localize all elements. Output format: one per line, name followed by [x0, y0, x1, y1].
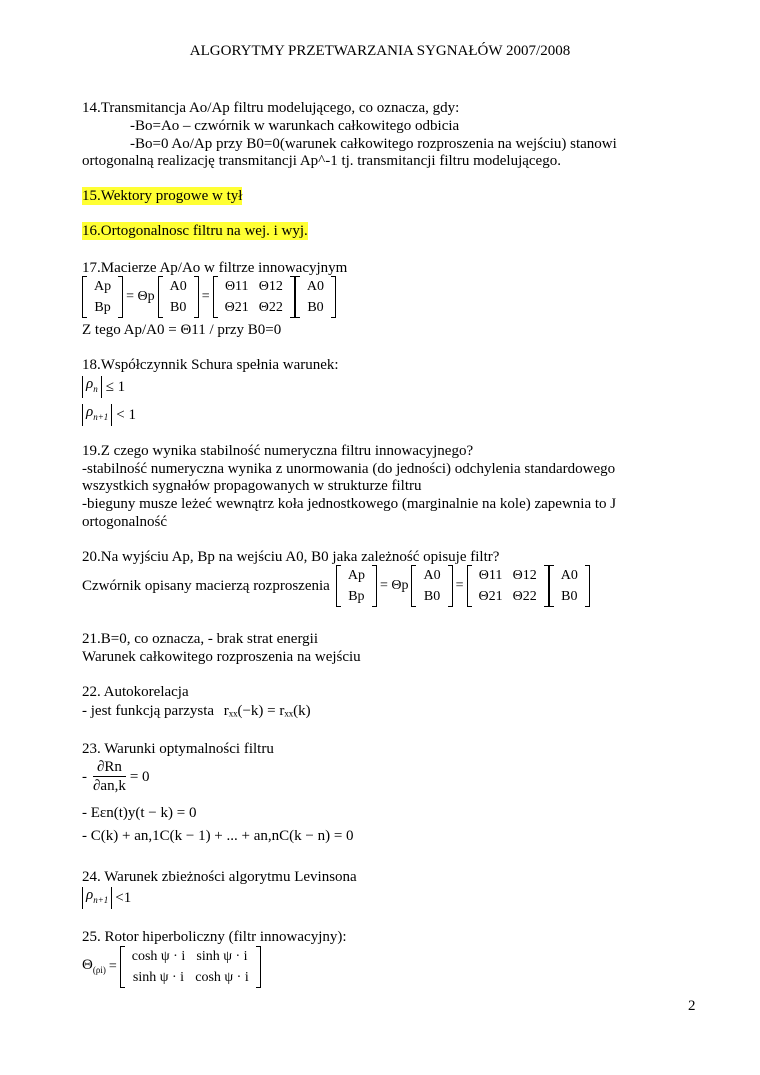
sub: n: [93, 384, 98, 394]
q19-line4: ortogonalność: [82, 514, 167, 530]
vector-a0-b0-right: [549, 565, 590, 607]
cond: < 1: [116, 407, 136, 423]
cell: sinh ψ · i: [132, 970, 185, 985]
cell: Θ11: [478, 568, 503, 583]
eq-theta-p: = Θp: [379, 578, 409, 593]
vector-a0-b0: [411, 565, 452, 607]
page-header: ALGORYTMY PRZETWARZANIA SYGNAŁÓW 2007/2008: [189, 43, 571, 59]
sub: n+1: [93, 895, 109, 905]
cell: sinh ψ · i: [196, 949, 248, 964]
cell: Θ22: [512, 589, 537, 604]
theta-lhs: [82, 956, 106, 979]
q23-formula-3: - C(k) + an,1C(k − 1) + ... + an,nC(k − n) = 0: [82, 828, 354, 844]
q18-title: 18.Współczynnik Schura spełnia warunek:: [82, 357, 339, 373]
cond: ≤ 1: [105, 379, 126, 395]
partial-fraction: [93, 759, 126, 795]
denominator: ∂an,k: [93, 778, 126, 794]
rho: ρ: [86, 404, 94, 420]
q19-line2: wszystkich sygnałów propagowanych w strukturze filtru: [82, 478, 422, 494]
q20-label: Czwórnik opisany macierzą rozproszenia: [82, 578, 330, 594]
cell: A0: [560, 568, 578, 583]
vector-ap-bp: [82, 276, 123, 318]
q14-line3: ortogonalną realizację transmitancji Ap^-1 tj. transmitancji filtru modelującego.: [82, 153, 561, 169]
cell: Θ21: [224, 300, 249, 315]
q18-condition-1: [82, 376, 125, 398]
cell: cosh ψ · i: [195, 970, 249, 985]
q22-text: - jest funkcją parzysta: [82, 703, 215, 719]
q19-title: 19.Z czego wynika stabilność numeryczna filtru innowacyjnego?: [82, 443, 474, 459]
cell: B0: [170, 300, 187, 315]
vector-a0-b0-right: [295, 276, 336, 318]
abs-rho-n1: [82, 404, 112, 426]
q17-note: Z tego Ap/A0 = Θ11 / przy B0=0: [82, 322, 282, 338]
q17-matrix-equation: [82, 276, 336, 318]
theta-matrix: [213, 276, 295, 318]
theta-matrix: [467, 565, 549, 607]
q17-title: 17.Macierze Ap/Ao w filtrze innowacyjnym: [82, 260, 348, 276]
cell: B0: [561, 589, 578, 604]
cell: Bp: [94, 300, 111, 315]
eq-sign: =: [108, 959, 117, 974]
cell: A0: [306, 279, 325, 294]
cell: A0: [423, 568, 441, 583]
q23-formula-2: - Eεn(t)y(t − k) = 0: [82, 805, 197, 821]
q22-formula: rₓₓ(−k) = rₓₓ(k): [223, 703, 311, 719]
q15-highlight: 15.Wektory progowe w tył: [82, 188, 243, 204]
q23-formula-1: [82, 759, 150, 795]
cell: Bp: [348, 589, 365, 604]
q18-condition-2: [82, 404, 136, 426]
rhs: = 0: [129, 769, 150, 785]
theta: Θ: [82, 956, 93, 973]
q24-condition: [82, 887, 131, 909]
q20-title: 20.Na wyjściu Ap, Bp na wejściu A0, B0 jaka zależność opisuje filtr?: [82, 549, 500, 565]
cell: Θ22: [258, 300, 283, 315]
eq-theta-p: = Θp: [126, 289, 155, 304]
sub: n+1: [93, 412, 109, 422]
cell: cosh ψ · i: [131, 949, 186, 964]
cell: B0: [307, 300, 324, 315]
sub: (ρi): [92, 964, 106, 975]
q19-line3: -bieguny musze leżeć wewnątrz koła jednostkowego (marginalnie na kole) zapewnia to J: [82, 496, 617, 512]
vector-ap-bp: [336, 565, 377, 607]
eq-sign: =: [201, 289, 210, 304]
vector-a0-b0: [158, 276, 199, 318]
cell: Ap: [347, 568, 365, 583]
cell: Θ11: [224, 279, 249, 294]
cell: Ap: [94, 279, 112, 294]
cell: Θ12: [258, 279, 283, 294]
q19-line1: -stabilność numeryczna wynika z unormowania (do jedności) odchylenia standardowego: [82, 461, 616, 477]
q14-title: 14.Transmitancja Ao/Ap filtru modelującego, co oznacza, gdy:: [82, 100, 460, 116]
rho: ρ: [86, 887, 94, 903]
abs-rho-n1: [82, 887, 112, 909]
q23-title: 23. Warunki optymalności filtru: [82, 741, 274, 757]
rotor-matrix: [120, 946, 261, 988]
q24-title: 24. Warunek zbieżności algorytmu Levinsona: [82, 869, 357, 885]
q22-line1: [82, 702, 311, 720]
page-number: 2: [688, 998, 696, 1014]
q22-title: 22. Autokorelacja: [82, 684, 189, 700]
q16-highlight: 16.Ortogonalnosc filtru na wej. i wyj.: [82, 223, 308, 239]
rho: ρ: [86, 376, 94, 392]
cond: <1: [115, 890, 132, 906]
q20-equation: [82, 565, 590, 607]
q14-line2: -Bo=0 Ao/Ap przy B0=0(warunek całkowitego rozproszenia na wejściu) stanowi: [130, 136, 617, 152]
eq-sign: =: [455, 578, 464, 593]
q21-title: 21.B=0, co oznacza, - brak strat energii: [82, 631, 319, 647]
dash: -: [82, 769, 87, 785]
q25-equation: [82, 946, 261, 988]
q25-title: 25. Rotor hiperboliczny (filtr innowacyjny):: [82, 929, 347, 945]
numerator: ∂Rn: [93, 759, 126, 777]
cell: Θ12: [512, 568, 537, 583]
abs-rho-n: [82, 376, 102, 398]
q21-line1: Warunek całkowitego rozproszenia na wejściu: [82, 649, 361, 665]
cell: B0: [423, 589, 441, 604]
cell: A0: [169, 279, 187, 294]
q14-line1: -Bo=Ao – czwórnik w warunkach całkowitego odbicia: [130, 118, 460, 134]
cell: Θ21: [478, 589, 503, 604]
